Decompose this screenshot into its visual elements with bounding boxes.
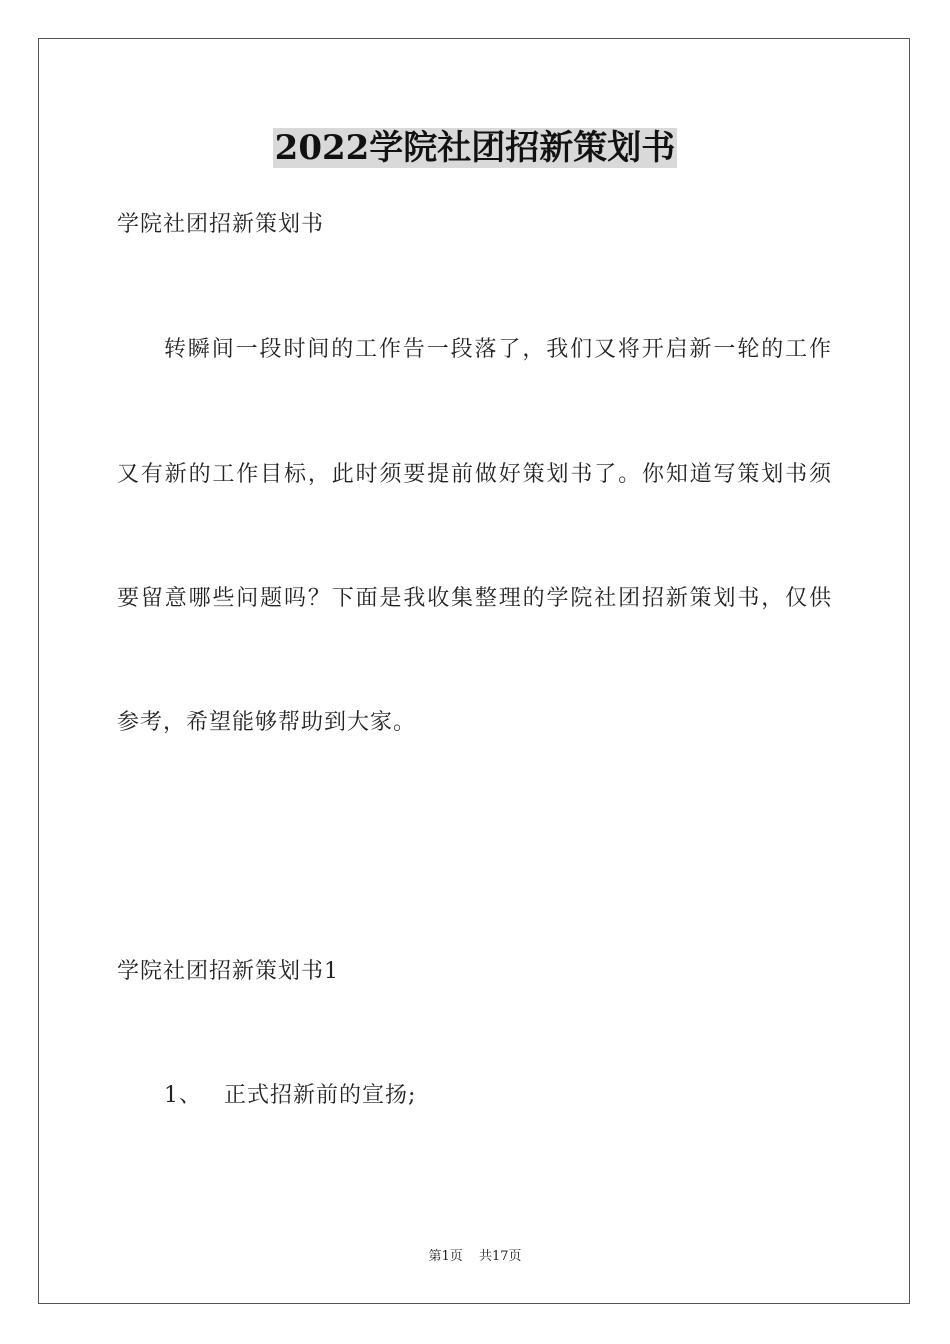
page-number: 第1页	[428, 1249, 463, 1264]
intro-line-1: 转瞬间一段时间的工作告一段落了，我们又将开启新一轮的工作	[164, 337, 831, 362]
intro-line-2: 又有新的工作目标，此时须要提前做好策划书了。你知道写策划书须	[117, 462, 831, 487]
section-heading: 学院社团招新策划书1	[117, 959, 339, 984]
page-total: 共17页	[478, 1249, 522, 1264]
intro-line-3: 要留意哪些问题吗？下面是我收集整理的学院社团招新策划书，仅供	[117, 586, 831, 611]
page-footer	[0, 1248, 950, 1266]
list-item-text: 正式招新前的宣扬;	[224, 1083, 417, 1108]
list-item	[164, 1081, 416, 1111]
list-item-number: 1、	[164, 1083, 202, 1108]
document-subtitle: 学院社团招新策划书	[117, 212, 325, 237]
document-title	[0, 126, 950, 170]
document-title-text: 2022学院社团招新策划书	[274, 128, 676, 168]
intro-line-4: 参考，希望能够帮助到大家。	[117, 710, 417, 735]
